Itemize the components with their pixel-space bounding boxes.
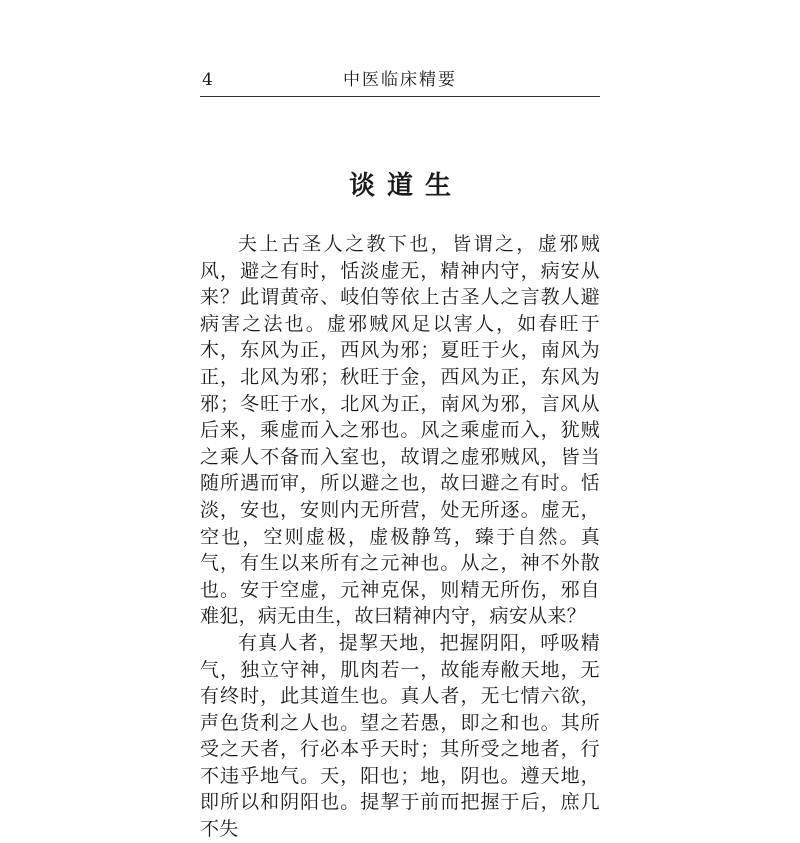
paragraph: 有真人者，提挈天地，把握阴阳，呼吸精气，独立守神，肌肉若一，故能寿敝天地，无有终时，此其道生也。真人者，无七情六欲，声色货利之人也。望之若愚，即之和也。其所受之天者，行必本乎天时；其所受之地者，行不违乎地气。天，阳也；地，阴也。遵天地，即所以和阴阳也。提挈于前而把握于后，庶几不失 bbox=[200, 631, 600, 841]
chapter-title: 谈道生 bbox=[348, 171, 463, 202]
body-text bbox=[200, 231, 600, 843]
page-number: 4 bbox=[202, 70, 213, 90]
paragraph: 夫上古圣人之教下也，皆谓之，虚邪贼风，避之有时，恬淡虚无，精神内守，病安从来？此谓黄帝、岐伯等依上古圣人之言教人避病害之法也。虚邪贼风足以害人，如春旺于木，东风为正，西风为邪；夏旺于火，南风为正，北风为邪；秋旺于金，西风为正，东风为邪；冬旺于水，北风为正，南风为邪，言风从后来，乘虚而入之邪也。风之乘虚而入，犹贼之乘人不备而入室也，故谓之虚邪贼风，皆当随所遇而审，所以避之也，故曰避之有时。恬淡，安也，安则内无所营，处无所逐。虚无，空也，空则虚极，虚极静笃，臻于自然。真气，有生以来所有之元神也。从之，神不外散也。安于空虚，元神克保，则精无所伤，邪自难犯，病无由生，故曰精神内守，病安从来？ bbox=[200, 233, 600, 628]
header-divider bbox=[200, 96, 600, 97]
page-header bbox=[200, 66, 600, 94]
running-title: 中医临床精要 bbox=[343, 70, 457, 90]
